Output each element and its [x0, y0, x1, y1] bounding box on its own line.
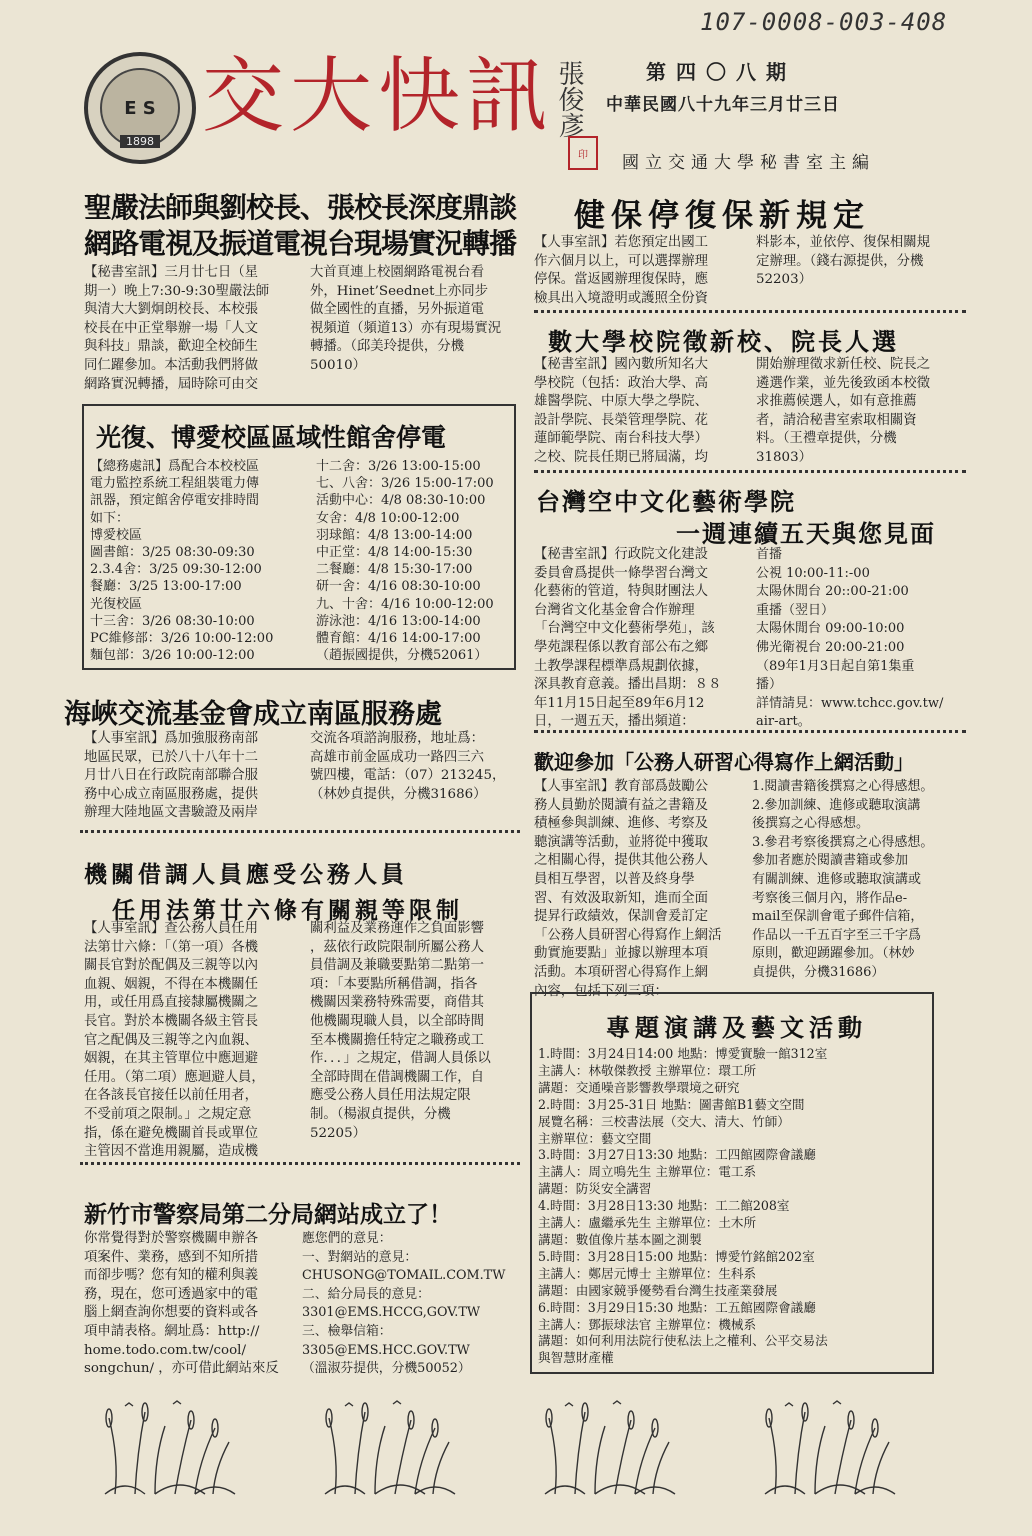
a2-body-col2: 十二舍：3/26 13:00-15:00 七、八舍：3/26 15:00-17:00 活動中心：4/8 08:30-10:00 女舍：4/8 10:00-12:00 羽球館：4/8 13:00-14:00 中正堂：4/8 14:00-15:30 二餐廳：4/8 15:30-17:00 研一舍：4/16 08:30-10:00 九、十舍：4/16 10:00-12:00 游泳池：4/16 13:00-14:00 體育館：4/16 14:00-17:00 （趙振國提供，分機52061） [316, 459, 494, 664]
divider-dotted [80, 1162, 520, 1165]
b3-body-col2: 首播 公視 10:00-11:-00 太陽休閒台 20::00-21:00 重播（翌日） 太陽休閒台 09:00-10:00 佛光衛視台 20:00-21:00 （89年1月3日起自第1集重 播） 詳情請見：www.tchcc.gov.tw/ air-art。 [756, 547, 944, 730]
a1-body-col2: 大首頁連上校園網路電視台看 外，Hinet’Seednet上亦同步 做全國性的直播，另外振道電 視頻道（頻道13）亦有現場實況 轉播。（邱美玲提供，分機 50010） [310, 265, 502, 373]
b2-body-col1: 【秘書室訊】國內數所知名大 學校院（包括：政治大學、高 雄醫學院、中原大學之學院、 設計學院、長榮管理學院、花 蓮師範學院、南台科技大學） 之校、院長任期已將屆滿，均 [534, 357, 709, 465]
grass-illustration-icon [95, 1398, 245, 1498]
a1-body-col1: 【秘書室訊】三月廿七日（星 期一）晚上7:30-9:30聖嚴法師 與清大大劉炯朗校長、本校張 校長在中正堂舉辦一場「人文 與科技」鼎談，歡迎全校師生 同仁躍參加。本活動我們將做 網路實況轉播，屆時除可由交 [84, 265, 270, 392]
b5-title: 專題演講及藝文活動 [606, 1014, 867, 1042]
handwritten-note: 107-0008-003-408 [700, 8, 948, 36]
divider-dotted [534, 730, 966, 733]
b1-body-col1: 【人事室訊】若您預定出國工 作六個月以上，可以選擇辦理 停保。當返國辦理復保時，應 檢具出入境證明或護照全份資 [534, 235, 709, 306]
b3-body-col1: 【秘書室訊】行政院文化建設 委員會爲提供一條學習台灣文 化藝術的管道，特與財團法人 台灣省文化基金會合作辦理 「台灣空中文化藝術學苑」，該 學苑課程係以教育部公布之鄉 土教學課程標準爲規劃依據， 深具教育意義。播出昌期：８８ 年11月15日起至89年6月12 日，一週五天，播出頻道： [534, 547, 722, 730]
grass-illustration-icon [535, 1398, 685, 1498]
a1-title-line2: 網路電視及振道電視台現場實況轉播 [84, 227, 517, 260]
divider-dotted [80, 830, 520, 833]
b3-title-line2: 一週連續五天與您見面 [676, 520, 936, 548]
a5-title: 新竹市警察局第二分局網站成立了！ [84, 1202, 452, 1228]
a4-title-line1: 機關借調人員應受公務人員 [84, 862, 408, 888]
b1-body-col2: 料影本，並依停、復保相關規 定辦理。（錢右源提供，分機 52203） [756, 235, 931, 288]
grass-illustration-icon [315, 1398, 465, 1498]
b5-box [530, 992, 934, 1374]
divider-dotted [534, 470, 966, 473]
a3-title: 海峽交流基金會成立南區服務處 [64, 699, 442, 730]
b2-body-col2: 開始辦理徵求新任校、院長之 遴選作業，並先後致函本校徵 求推薦候選人，如有意推薦 者，請洽秘書室索取相關資 料。（王禮章提供，分機 31803） [756, 357, 931, 465]
decorative-grass-row [60, 1388, 940, 1498]
logo-year: 1898 [120, 135, 160, 148]
a2-title: 光復、博愛校區區域性館舍停電 [96, 423, 447, 452]
university-logo [84, 52, 196, 164]
red-seal-stamp: 印 [568, 136, 598, 170]
issue-number: 第四〇八期 [646, 60, 796, 84]
a2-box [82, 404, 516, 670]
b4-body-col2: 1.閱讀書籍後撰寫之心得感想。 2.參加訓練、進修或聽取演講 後撰寫之心得感想。 3.參君考察後撰寫之心得感想。 參加者應於閱讀書籍或參加 有關訓練、進修或聽取演講或 考察後三個月內，將作品e- mail至保訓會電子郵件信箱， 作品以一千五百字至三千字爲 原則，歡迎踴躍參加。（林妙 貞提供，分機31686） [752, 779, 934, 980]
masthead-title: 交大快訊 [202, 49, 555, 144]
grass-illustration-icon [755, 1398, 905, 1498]
b4-body-col1: 【人事室訊】教育部爲鼓勵公 務人員勤於閱讀有益之書籍及 積極參與訓練、進修、考察及 聽演講等活動，並將從中獲取 之相關心得，提供其他公務人 員相互學習，以普及終身學 習、有效汲取新知，進而全面 提昇行政績效，保訓會爰訂定 「公務人員研習心得寫作上網活 動實施要點」並據以辦理本項 活動。本項研習心得寫作上網 內容，包括下列三項： [534, 779, 722, 999]
a3-body-col2: 交流各項諮詢服務，地址爲： 高雄市前金區成功一路四三六 號四樓，電話：（07）213245， （林妙貞提供，分機31686） [310, 731, 506, 802]
a4-body-col1: 【人事室訊】查公務人員任用 法第廿六條：「（第一項）各機 關長官對於配偶及三親等以內 血親、姻親，不得在本機關任 用，或任用爲直接隸屬機關之 長官。對於本機關各級主管長 官之配偶及三親等之內血親、 姻親，在其主管單位中應迴避 任用。（第二項）應迴避人員， 在各該長官接任以前任用者， 不受前項之限制。」之規定意 指，係在避免機關首長或單位 主管因不當進用親屬，造成機 [84, 921, 265, 1160]
a4-title-line2: 任用法第廿六條有關親等限制 [112, 898, 463, 924]
b4-title: 歡迎參加「公務人研習心得寫作上網活動」 [534, 750, 914, 774]
b5-event-list: 1.時間：3月24日14:00 地點：博愛實驗一館312室 主講人：林敬傑教授 主辦單位：環工所 講題：交通噪音影響教學環境之研究 2.時間：3月25-31日 地點：圖書館B1藝文空間 展覽名稱：三校書法展（交大、清大、竹師） 主辦單位：藝文空間 3.時間：3月27日13:30 地點：工四館國際會議廳 主講人：周立鳴先生 主辦單位：電工系 講題：防災安全講習 4.時間：3月28日13:30 地點：工二館208室 主講人：盧繼承先生 主辦單位：土木所 講題：數值像片基本圖之測製 5.時間：3月28日15:00 地點：博愛竹銘館202室 主講人：鄭居元博士 主辦單位：生科系 講題：由國家競爭優勢看台灣生技產業發展 6.時間：3月29日15:30 地點：工五館國際會議廳 主講人：鄧振球法官 主辦單位：機械系 講題：如何利用法院行使私法上之權利、公平交易法 與智慧財產權 [538, 1046, 828, 1366]
b2-title: 數大學校院徵新校、院長人選 [548, 328, 899, 356]
a5-body-col2: 應您們的意見： 一、對網站的意見： CHUSONG@TOMAIL.COM.TW 二、給分局長的意見： 3301@EMS.HCCG,GOV.TW 三、檢舉信箱： 3305@EMS.HCC.GOV.TW （溫淑芬提供，分機50052） [302, 1231, 506, 1377]
a5-body-col1: 你常覺得對於警察機關申辦各 項案件、業務，感到不知所措 而卻步嗎？您有知的權利與義 務，現在，您可透過家中的電 腦上網查詢你想要的資料或各 項申請表格。網址爲：http:// home.todo.com.tw/cool/ songchun/ ，亦可借此網站來反 [84, 1231, 279, 1377]
editor-credit: 國立交通大學秘書室主編 [622, 153, 875, 173]
divider-dotted [534, 310, 966, 313]
issue-date: 中華民國八十九年三月廿三日 [606, 95, 840, 115]
logo-emblem: E S [100, 68, 180, 148]
a3-body-col1: 【人事室訊】爲加強服務南部 地區民眾，已於八十八年十二 月廿八日在行政院南部聯合服 務中心成立南區服務處，提供 辦理大陸地區文書驗證及兩岸 [84, 731, 259, 821]
calligraphy-signature: 張俊彥 [554, 60, 584, 138]
b3-title-line1: 台灣空中文化藝術學院 [536, 488, 796, 516]
a1-title-line1: 聖嚴法師與劉校長、張校長深度鼎談 [84, 191, 517, 224]
b1-title: 健保停復保新規定 [574, 198, 870, 234]
a4-body-col2: 關利益及業務運作之負面影響 ，茲依行政院限制所屬公務人 員借調及兼職要點第二點第一 項：「本要點所稱借調，指各 機關因業務特殊需要，商借其 他機關現職人員，以全部時間 至本機關擔任特定之職務或工 作．．．」之規定，借調人員係以 全部時間在借調機關工作，自 應受公務人員任用法規定限 制。（楊淑貞提供，分機 52205） [310, 921, 491, 1141]
a2-body-col1: 【總務處訊】爲配合本校校區 電力監控系統工程組裝電力傳 訊器，預定館舍停電安排時間 如下： 博愛校區 圖書館：3/25 08:30-09:30 2.3.4舍：3/25 09:30-12:00 餐廳：3/25 13:00-17:00 光復校區 十三舍：3/26 08:30-10:00 PC維修部：3/26 10:00-12:00 麵包部：3/26 10:00-12:00 [90, 459, 274, 664]
